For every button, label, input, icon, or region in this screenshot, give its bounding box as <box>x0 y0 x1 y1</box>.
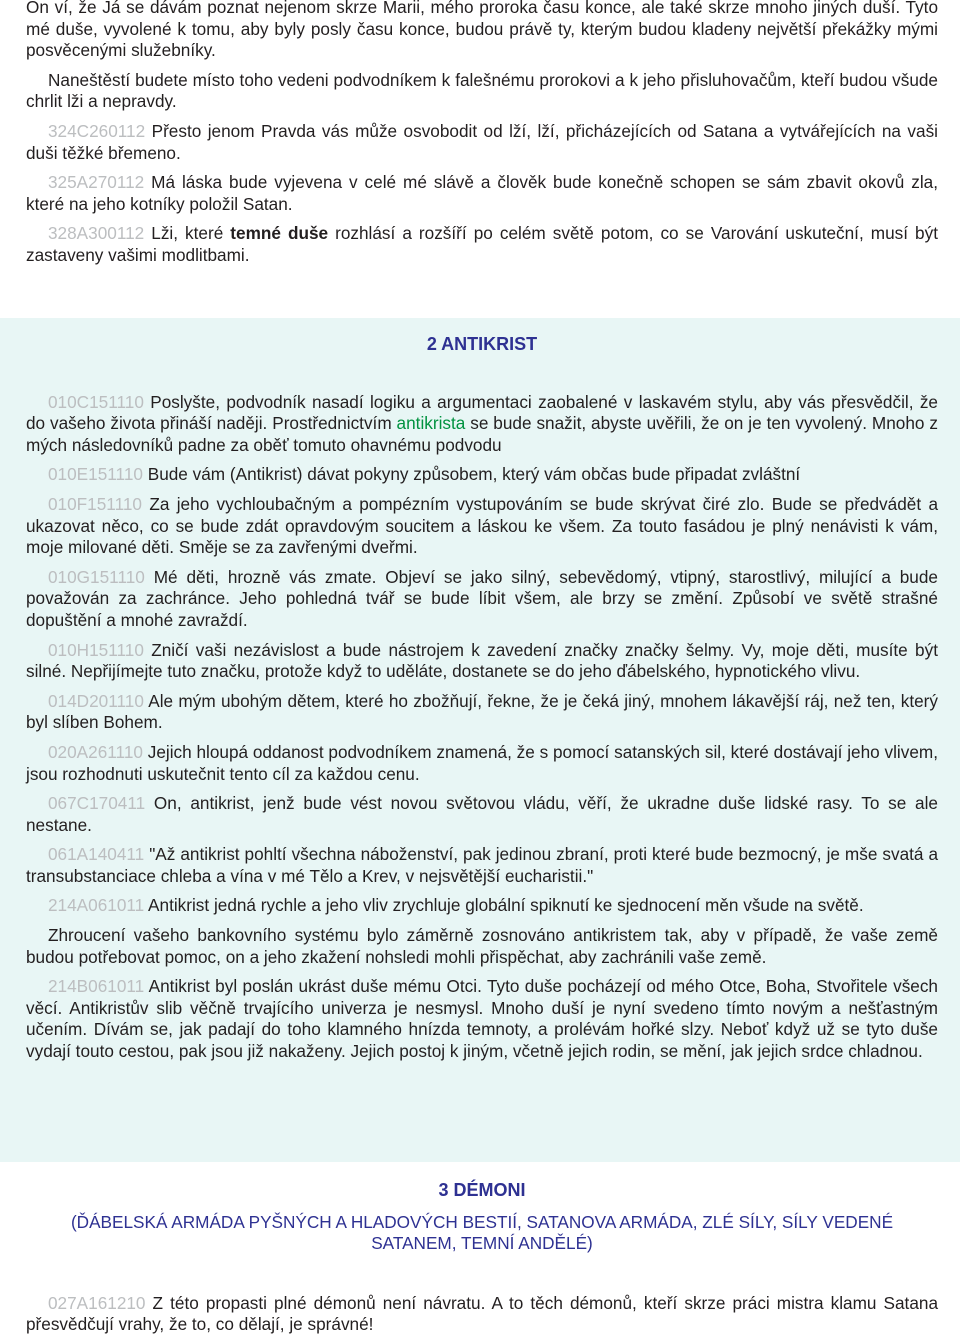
bold-text: temné duše <box>230 223 329 244</box>
message-reference: 010H151110 <box>48 639 144 660</box>
section-heading: 2 ANTIKRIST <box>426 334 538 354</box>
paragraph-text: Bude vám (Antikrist) dávat pokyny způsobem, který vám občas bude připadat zvláštní <box>142 464 801 485</box>
paragraph-text: On ví, že Já se dávám poznat nejenom skrze Marii, mého proroka času konce, ale také skrze mnoho jiných duší. Tyto mé duše, vyvolené k tomu, aby byly posly času konce, budou právě ty, kterým budou kladeny největší překážky mými posvěcenými služebníky. <box>26 0 938 61</box>
paragraph <box>26 70 938 113</box>
message-reference: 325A270112 <box>48 172 145 193</box>
paragraph-text: Má láska bude vyjevena v celé mé slávě a člověk bude konečně schopen se sám zbavit okovů zla, které na jeho kotníky položil Satan. <box>26 172 938 214</box>
paragraph <box>26 0 938 62</box>
paragraph <box>26 691 938 734</box>
paragraph <box>26 464 938 486</box>
section-intro <box>0 0 960 275</box>
paragraph-text: Antikrist jedná rychle a jeho vliv zrychluje globální spiknutí ke sjednocení měn všude na světě. <box>144 895 864 916</box>
paragraph-text: Jejich hloupá oddanost podvodníkem znamená, že s pomocí satanských sil, které dostávají jeho vlivem, jsou rozhodnuti uskutečnit tento cíl za každou cenu. <box>26 741 938 784</box>
message-reference: 010F151110 <box>48 493 142 514</box>
paragraph <box>26 121 938 164</box>
section-subheading: (ĎÁBELSKÁ ARMÁDA PYŠNÝCH A HLADOVÝCH BESTIÍ, SATANOVA ARMÁDA, ZLÉ SÍLY, SÍLY VEDENÉ SATANEM, TEMNÍ ANDĚLÉ) <box>70 1211 894 1254</box>
paragraph-text: rozhlásí a rozšíří po celém světě potom, co se Varování uskuteční, musí být zastaveny vašimi modlitbami. <box>26 223 938 265</box>
paragraph <box>26 976 938 1062</box>
message-reference: 067C170411 <box>48 793 146 814</box>
paragraph <box>26 640 938 683</box>
message-reference: 010E151110 <box>48 464 143 485</box>
paragraph-text: Zničí vaši nezávislost a bude nástrojem k zavedení značky značky šelmy. Vy, moje děti, musíte být silné. Nepřijímejte tuto značku, protože když to uděláte, dostanete se do jeho ďábelského, hypnotického vlivu. <box>26 639 938 682</box>
message-reference: 214B061011 <box>48 976 145 997</box>
paragraph <box>26 793 938 836</box>
message-reference: 324C260112 <box>48 120 146 141</box>
paragraph <box>26 494 938 559</box>
paragraph <box>26 844 938 887</box>
paragraph <box>26 1293 938 1336</box>
section-antikrist <box>0 318 960 1162</box>
paragraph <box>26 895 938 917</box>
paragraph-text: Ale mým ubohým dětem, které ho zbožňují, řekne, že je čeká jiný, mnohem lákavější ráj, než ten, který byl slíben Bohem. <box>26 690 938 733</box>
paragraph <box>26 742 938 785</box>
message-reference: 061A140411 <box>48 844 145 865</box>
message-reference: 027A161210 <box>48 1292 146 1313</box>
paragraph <box>26 392 938 457</box>
paragraph-text: se bude snažit, abyste uvěřili, že on je ten vyvolený. Mnoho z mých následovníků padne za oběť tomuto ohavnému podvodu <box>26 413 938 455</box>
message-reference: 010G151110 <box>48 566 145 587</box>
paragraph-text: Zhroucení vašeho bankovního systému bylo záměrně zosnováno antikristem tak, aby v případě, že vaše země budou potřebovat pomoc, on a jeho zkažení nohsledi mohli přispěchat, aby zachránili vaše země. <box>26 925 938 967</box>
paragraph-text: On, antikrist, jenž bude vést novou světovou vládu, věří, že ukradne duše lidské rasy. To se ale nestane. <box>26 793 938 835</box>
message-reference: 020A261110 <box>48 741 143 762</box>
paragraph-text: Poslyšte, podvodník nasadí logiku a argumentaci zaobalené v laskavém stylu, aby vás přesvědčil, že do vašeho života přináší naději. Prostřednictvím <box>26 391 938 434</box>
paragraph-text: Lži, které <box>144 223 231 244</box>
section-demoni <box>0 1180 960 1344</box>
paragraph-text: "Až antikrist pohltí všechna náboženství, pak jedinou zbraní, proti které bude bezmocný, je mše svatá a transubstanciace chleba a vína v mé Tělo a Krev, v nejsvětější eucharistii." <box>26 844 938 886</box>
message-reference: 214A061011 <box>48 895 145 916</box>
paragraph-text: Za jeho vychloubačným a pompézním vystupováním se bude skrývat čiré zlo. Bude se předvádět a ukazovat něco, co se bude zdát opravdovým soucitem a láskou ke všem. Za touto fasádou je plný nenávisti k vám, moje milované děti. Směje se za zavřenými dveřmi. <box>26 493 938 558</box>
message-reference: 014D201110 <box>48 690 144 711</box>
paragraph-text: Antikrist byl poslán ukrást duše mému Otci. Tyto duše pocházejí od mého Otce, Boha, Stvořitele všech věcí. Antikristův slib věčně trvajícího univerza je nesmysl. Mnoho duší je nyní svedeno tímto novým a nešťastným učením. Dívám se, jak padají do toho klamného hnízda temnoty, a prolévám hořké slzy. Neboť když už se tyto duše vydají touto cestou, pak jsou již nakaženy. Jejich postoj k jiným, včetně jejich rodin, se mění, jak jejich srdce chladnou. <box>26 976 938 1062</box>
highlighted-text: antikrista <box>396 413 466 434</box>
section-heading: 3 DÉMONI <box>438 1180 526 1200</box>
message-reference: 010C151110 <box>48 391 144 412</box>
paragraph-text: Mé děti, hrozně vás zmate. Objeví se jako silný, sebevědomý, vtipný, starostlivý, milující a bude považován za zachránce. Jeho pohledná tvář se bude líbit všem, ale brzy se změní. Způsobí ve světě strašné dopuštění a mnohé zavraždí. <box>26 566 938 630</box>
message-reference: 328A300112 <box>48 223 145 244</box>
paragraph <box>26 223 938 266</box>
paragraph-text: Naneštěstí budete místo toho vedeni podvodníkem k falešnému prorokovi a k jeho přisluhovačům, kteří budou všude chrlit lži a nepravdy. <box>26 69 938 112</box>
paragraph-text: Přesto jenom Pravda vás může osvobodit od lží, lží, přicházejících od Satana a vytvářejících na vaši duši těžké břemeno. <box>26 120 938 163</box>
paragraph <box>26 567 938 632</box>
paragraph <box>26 172 938 215</box>
paragraph <box>26 925 938 968</box>
paragraph-text: Z této propasti plné démonů není návratu. A to těch démonů, kteří skrze práci mistra klamu Satana přesvědčují vrahy, že to, co dělají, je správné! <box>26 1292 938 1335</box>
